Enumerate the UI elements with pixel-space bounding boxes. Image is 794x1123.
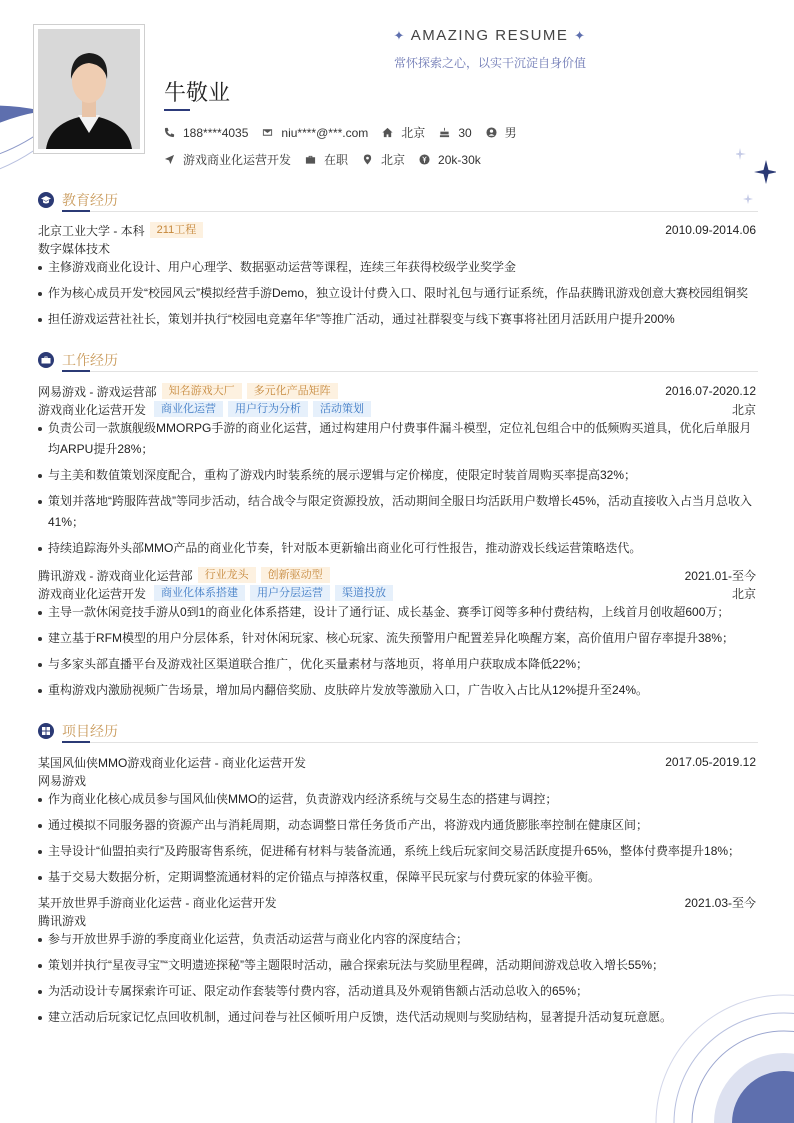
sparkle-icon: ✦	[393, 28, 406, 43]
list-item: 策划并执行“星夜寻宝”“文明遗迹探秘”等主题限时活动，融合探索玩法与奖励里程碑，活动期间游戏总收入增长55%；	[38, 955, 756, 976]
project-entry	[38, 753, 756, 893]
project-section-header	[38, 721, 756, 741]
section-divider-accent	[62, 370, 90, 372]
email-icon	[262, 127, 273, 138]
company-tag: 行业龙头	[198, 567, 256, 583]
company-name: 腾讯游戏 - 游戏商业化运营部	[38, 568, 193, 583]
cake-icon	[439, 127, 450, 138]
skill-tag: 用户分层运营	[250, 585, 330, 601]
company-tag: 多元化产品矩阵	[247, 383, 338, 399]
grid-icon	[38, 723, 54, 739]
list-item: 与多家头部直播平台及游戏社区渠道联合推广，优化买量素材与落地页，将单用户获取成本降低22%；	[38, 654, 756, 675]
company-tag: 知名游戏大厂	[162, 383, 242, 399]
info-intent-city	[362, 151, 405, 168]
work-location: 北京	[731, 402, 756, 417]
section-title: 项目经历	[62, 723, 118, 739]
list-item: 作为核心成员开发“校园风云”模拟经营手游Demo，独立设计付费入口、限时礼包与通行证系统，作品获腾讯游戏创意大赛校园组铜奖	[38, 283, 756, 304]
name-underline	[164, 109, 190, 111]
role: 游戏商业化运营开发	[38, 402, 147, 417]
skill-tag: 用户行为分析	[228, 401, 308, 417]
list-item: 持续追踪海外头部MMO产品的商业化节奏，针对版本更新输出商业化可行性报告，推动游戏长线运营策略迭代。	[38, 538, 756, 559]
education-bullets	[38, 257, 756, 330]
list-item: 参与开放世界手游的季度商业化运营，负责活动运营与商业化内容的深度结合；	[38, 929, 756, 950]
graduation-cap-icon	[38, 192, 54, 208]
education-header-row	[38, 221, 756, 239]
work-section-header	[38, 350, 756, 370]
project-title: 某开放世界手游商业化运营 - 商业化运营开发	[38, 895, 277, 910]
city-text: 北京	[401, 126, 426, 140]
list-item: 与主美和数值策划深度配合，重构了游戏内时装系统的展示逻辑与定价梯度，使限定时装首周购买率提高32%；	[38, 465, 756, 486]
status-text: 在职	[324, 153, 349, 167]
brand-title	[390, 27, 590, 44]
work-location: 北京	[731, 586, 756, 601]
candidate-name: 牛敬业	[164, 80, 231, 105]
location-pin-icon	[362, 154, 373, 165]
project-entry	[38, 893, 756, 1033]
project-header-row	[38, 753, 756, 771]
school-tag: 211工程	[150, 222, 204, 238]
section-divider-accent	[62, 210, 90, 212]
work-bullets	[38, 418, 756, 559]
list-item: 建立活动后玩家记忆点回收机制，通过问卷与社区倾听用户反馈，迭代活动规则与奖励结构，显著提升活动复玩意愿。	[38, 1007, 756, 1028]
profile-photo	[33, 24, 145, 154]
info-intent-job	[164, 151, 291, 168]
info-salary	[419, 153, 481, 167]
list-item: 作为商业化核心成员参与国风仙侠MMO的运营，负责游戏内经济系统与交易生态的搭建与调控；	[38, 789, 756, 810]
salary-text: 20k-30k	[438, 152, 481, 167]
project-date: 2021.03-至今	[684, 895, 756, 910]
sparkle-icon: ✦	[574, 28, 587, 43]
project-org: 网易游戏	[38, 773, 87, 788]
list-item: 策划并落地“跨服阵营战”等同步活动，结合战令与限定资源投放，活动期间全服日均活跃用户数增长45%，活动直接收入占当月总收入41%；	[38, 491, 756, 533]
skill-tag: 商业化体系搭建	[154, 585, 245, 601]
skill-tag: 渠道投放	[335, 585, 393, 601]
list-item: 主修游戏商业化设计、用户心理学、数据驱动运营等课程，连续三年获得校级学业奖学金	[38, 257, 756, 278]
work-header-row	[38, 382, 756, 400]
money-icon	[419, 154, 430, 165]
project-org-row	[38, 771, 756, 789]
education-date: 2010.09-2014.06	[665, 223, 756, 237]
list-item: 重构游戏内激励视频广告场景，增加局内翻倍奖励、皮肤碎片发放等激励入口，广告收入占比从12%提升至24%。	[38, 680, 756, 701]
phone-icon	[164, 127, 175, 138]
send-icon	[164, 154, 175, 165]
list-item: 担任游戏运营社社长，策划并执行“校园电竞嘉年华”等推广活动，通过社群裂变与线下赛事将社团月活跃用户提升200%	[38, 309, 756, 330]
info-gender	[486, 124, 517, 141]
section-divider-accent	[62, 741, 90, 743]
project-bullets	[38, 789, 756, 888]
list-item: 基于交易大数据分析，定期调整流通材料的定价锚点与掉落权重，保障平民玩家与付费玩家的体验平衡。	[38, 867, 756, 888]
info-age	[439, 126, 471, 140]
education-section-header	[38, 190, 756, 210]
section-divider	[62, 742, 758, 743]
work-bullets	[38, 602, 756, 701]
work-entry	[38, 566, 756, 706]
project-org: 腾讯游戏	[38, 913, 87, 928]
info-city	[382, 124, 425, 141]
project-bullets	[38, 929, 756, 1028]
project-date: 2017.05-2019.12	[665, 755, 756, 769]
motto: 常怀探索之心，以实干沉淀自身价值	[393, 56, 586, 70]
gender-text: 男	[504, 126, 517, 140]
project-header-row	[38, 893, 756, 911]
phone-text: 188****4035	[183, 125, 249, 140]
intent-city-text: 北京	[381, 153, 406, 167]
avatar	[38, 29, 140, 149]
role: 游戏商业化运营开发	[38, 586, 147, 601]
list-item: 建立基于RFM模型的用户分层体系，针对休闲玩家、核心玩家、流失预警用户配置差异化唤醒方案，高价值用户留存率提升38%；	[38, 628, 756, 649]
user-icon	[486, 127, 497, 138]
project-org-row	[38, 911, 756, 929]
skill-tag: 商业化运营	[154, 401, 223, 417]
section-divider	[62, 211, 758, 212]
job-intent-row	[164, 151, 495, 168]
company-name: 网易游戏 - 游戏运营部	[38, 384, 157, 399]
brand-text: AMAZING RESUME	[410, 27, 569, 44]
contact-info-row	[164, 124, 531, 141]
project-title: 某国风仙侠MMO游戏商业化运营 - 商业化运营开发	[38, 755, 306, 770]
education-entry	[38, 221, 756, 335]
intent-job-text: 游戏商业化运营开发	[183, 153, 292, 167]
role-row	[38, 584, 756, 602]
person-portrait-icon	[38, 29, 140, 149]
section-title: 工作经历	[62, 352, 118, 368]
major-row	[38, 239, 756, 257]
list-item: 主导一款休闲竞技手游从0到1的商业化体系搭建，设计了通行证、成长基金、赛季订阅等多种付费结构，上线首月创收超600万；	[38, 602, 756, 623]
briefcase-icon	[305, 154, 316, 165]
skill-tag: 活动策划	[313, 401, 371, 417]
home-icon	[382, 127, 393, 138]
school-name: 北京工业大学 - 本科	[38, 223, 145, 238]
work-date: 2021.01-至今	[684, 568, 756, 583]
list-item: 主导设计“仙盟拍卖行”及跨服寄售系统，促进稀有材料与装备流通，系统上线后玩家间交易活跃度提升65%，整体付费率提升18%；	[38, 841, 756, 862]
age-text: 30	[458, 125, 472, 140]
work-header-row	[38, 566, 756, 584]
work-entry	[38, 382, 756, 564]
role-row	[38, 400, 756, 418]
list-item: 为活动设计专属探索许可证、限定动作套装等付费内容，活动道具及外观销售额占活动总收入的65%；	[38, 981, 756, 1002]
email-text: niu****@***.com	[281, 125, 369, 140]
list-item: 通过模拟不同服务器的资源产出与消耗周期，动态调整日常任务货币产出，将游戏内通货膨胀率控制在健康区间；	[38, 815, 756, 836]
list-item: 负责公司一款旗舰级MMORPG手游的商业化运营，通过构建用户付费事件漏斗模型，定位礼包组合中的低频购买道具，优化后单服月均ARPU提升28%；	[38, 418, 756, 460]
info-status	[305, 151, 348, 168]
section-title: 教育经历	[62, 192, 118, 208]
section-divider	[62, 371, 758, 372]
info-phone	[164, 126, 248, 140]
company-tag: 创新驱动型	[261, 567, 330, 583]
work-date: 2016.07-2020.12	[665, 384, 756, 398]
briefcase-icon	[38, 352, 54, 368]
info-email	[262, 126, 368, 140]
major: 数字媒体技术	[38, 241, 111, 256]
